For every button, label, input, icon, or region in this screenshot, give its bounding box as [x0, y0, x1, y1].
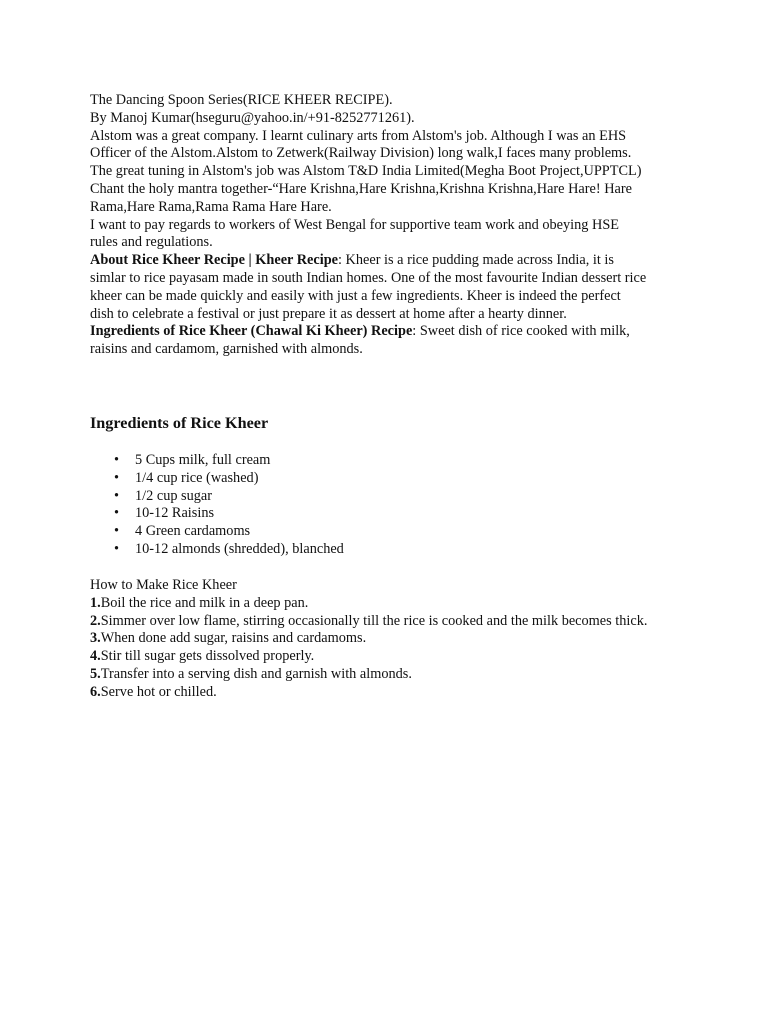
ingredient-text: 1/4 cup rice (washed) [135, 469, 259, 486]
step-number: 5. [90, 665, 101, 682]
intro-paragraph-line: rules and regulations. [90, 234, 213, 251]
ingredient-text: 10-12 almonds (shredded), blanched [135, 540, 344, 557]
step-number: 1. [90, 594, 101, 611]
about-label: About Rice Kheer Recipe | Kheer Recipe [90, 252, 338, 269]
intro-section [90, 92, 690, 359]
step-number: 2. [90, 612, 101, 629]
list-item [90, 488, 344, 506]
intro-paragraph-line: Rama,Hare Rama,Rama Rama Hare Hare. [90, 198, 332, 215]
method-step [90, 666, 647, 684]
step-text: Simmer over low flame, stirring occasionally till the rice is cooked and the milk becomes thick. [100, 612, 648, 629]
method-section [90, 577, 647, 702]
step-text: Stir till sugar gets dissolved properly. [100, 648, 315, 665]
method-step [90, 613, 647, 631]
method-step [90, 630, 647, 648]
step-text: Transfer into a serving dish and garnish with almonds. [100, 665, 412, 682]
step-number: 6. [90, 683, 101, 700]
intro-paragraph-line: Alstom was a great company. I learnt culinary arts from Alstom's job. Although I was an EHS [90, 127, 627, 144]
intro-paragraph-line: The great tuning in Alstom's job was Alstom T&D India Limited(Megha Boot Project,UPPTCL) [90, 163, 642, 180]
step-text: Serve hot or chilled. [100, 683, 217, 700]
series-title: The Dancing Spoon Series(RICE KHEER RECIPE). [90, 92, 393, 108]
ingredients-list [90, 452, 344, 559]
ingredients-intro-label: Ingredients of Rice Kheer (Chawal Ki Kheer) Recipe [90, 323, 413, 340]
ingredients-heading: Ingredients of Rice Kheer [90, 414, 269, 432]
method-step [90, 595, 647, 613]
bullet-icon: • [114, 469, 120, 486]
step-number: 4. [90, 648, 101, 665]
list-item [90, 523, 344, 541]
intro-paragraph-line: I want to pay regards to workers of West Bengal for supportive team work and obeying HSE [90, 216, 620, 233]
step-number: 3. [90, 630, 101, 647]
method-step [90, 648, 647, 666]
about-paragraph-line: simlar to rice payasam made in south Indian homes. One of the most favourite Indian dessert rice [90, 269, 647, 286]
about-text: : Kheer is a rice pudding made across India, it is [338, 252, 614, 269]
bullet-icon: • [114, 505, 120, 522]
step-text: Boil the rice and milk in a deep pan. [100, 594, 309, 611]
author-line: By Manoj Kumar(hseguru@yahoo.in/+91-8252771261). [90, 109, 415, 126]
about-line [90, 252, 690, 270]
method-title: How to Make Rice Kheer [90, 577, 237, 593]
intro-paragraph-line: Chant the holy mantra together-“Hare Krishna,Hare Krishna,Krishna Krishna,Hare Hare! Hare [90, 180, 632, 197]
method-step [90, 684, 647, 702]
list-item [90, 541, 344, 559]
list-item [90, 505, 344, 523]
step-text: When done add sugar, raisins and cardamoms. [100, 630, 367, 647]
list-item [90, 452, 344, 470]
list-item [90, 470, 344, 488]
about-paragraph-line: kheer can be made quickly and easily with just a few ingredients. Kheer is indeed the perfect [90, 287, 621, 304]
ingredient-text: 1/2 cup sugar [135, 487, 213, 504]
about-paragraph-line: dish to celebrate a festival or just prepare it as dessert at home after a hearty dinner. [90, 305, 567, 322]
bullet-icon: • [114, 540, 120, 557]
ingredients-intro-text: : Sweet dish of rice cooked with milk, [412, 323, 630, 340]
ingredient-text: 10-12 Raisins [135, 505, 215, 522]
intro-paragraph-line: Officer of the Alstom.Alstom to Zetwerk(Railway Division) long walk,I faces many problems. [90, 145, 632, 162]
ingredient-text: 5 Cups milk, full cream [135, 452, 271, 468]
ingredients-intro-line: raisins and cardamom, garnished with almonds. [90, 341, 363, 358]
ingredients-intro-line [90, 323, 690, 341]
bullet-icon: • [114, 523, 120, 540]
ingredient-text: 4 Green cardamoms [135, 523, 251, 540]
bullet-icon: • [114, 452, 120, 468]
bullet-icon: • [114, 487, 120, 504]
